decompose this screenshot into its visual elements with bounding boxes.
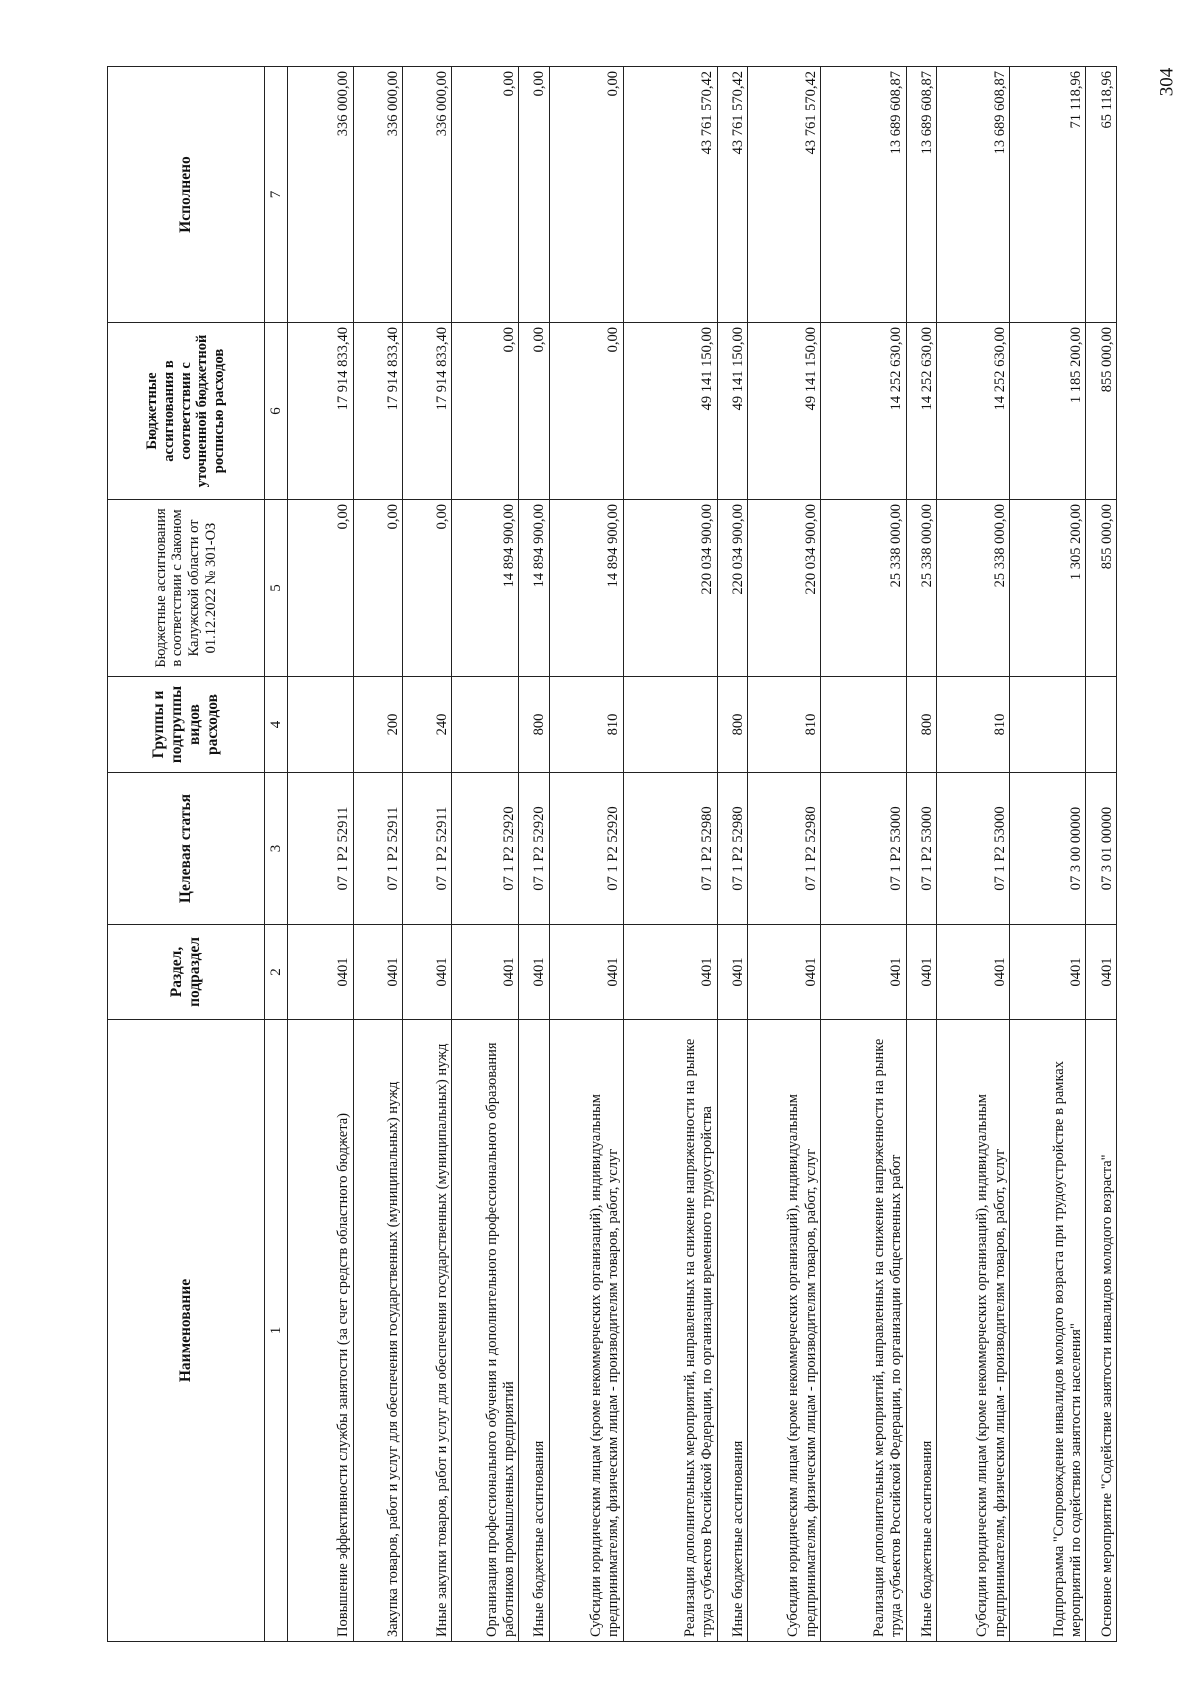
row-roster: 1 185 200,00 <box>1010 323 1086 500</box>
row-law: 14 894 900,00 <box>519 500 550 677</box>
row-target: 07 1 Р2 52911 <box>288 773 354 925</box>
column-number-row <box>265 67 288 1642</box>
row-group: 200 <box>353 677 402 773</box>
row-name: Субсидии юридическим лицам (кроме некоммерческих организаций), индивидуальным предпринимателям, физическим лицам - производителям товаров, работ, услуг <box>748 1020 821 1642</box>
row-section: 0401 <box>821 925 907 1020</box>
row-law: 14 894 900,00 <box>452 500 519 677</box>
header-row <box>108 67 265 1642</box>
row-target: 07 1 Р2 52920 <box>519 773 550 925</box>
row-group: 800 <box>717 677 748 773</box>
row-executed: 13 689 608,87 <box>821 67 907 323</box>
row-section: 0401 <box>1086 925 1117 1020</box>
page-number-text: 304 <box>1156 67 1177 97</box>
row-name: Субсидии юридическим лицам (кроме некоммерческих организаций), индивидуальным предпринимателям, физическим лицам - производителям товаров, работ, услуг <box>549 1020 623 1642</box>
row-name: Реализация дополнительных мероприятий, направленных на снижение напряженности на рынке труда субъектов Российской Федерации, по организации общественных работ <box>821 1020 907 1642</box>
row-law: 855 000,00 <box>1086 500 1117 677</box>
row-section: 0401 <box>549 925 623 1020</box>
header-roster: Бюджетные ассигнования в соответствии с уточненной бюджетной росписью расходов <box>108 323 265 500</box>
row-target: 07 1 Р2 52980 <box>623 773 717 925</box>
column-number: 4 <box>265 677 288 773</box>
row-target: 07 1 Р2 52920 <box>549 773 623 925</box>
row-executed: 65 118,96 <box>1086 67 1117 323</box>
row-roster: 855 000,00 <box>1086 323 1117 500</box>
row-target: 07 1 Р2 52980 <box>748 773 821 925</box>
row-law: 1 305 200,00 <box>1010 500 1086 677</box>
column-number: 2 <box>265 925 288 1020</box>
table-row <box>288 67 354 1642</box>
row-name: Закупка товаров, работ и услуг для обеспечения государственных (муниципальных) нужд <box>353 1020 402 1642</box>
budget-table <box>107 66 1117 1642</box>
row-law: 0,00 <box>353 500 402 677</box>
row-section: 0401 <box>717 925 748 1020</box>
column-number: 7 <box>265 67 288 323</box>
table-row <box>748 67 821 1642</box>
row-executed: 0,00 <box>519 67 550 323</box>
row-name: Иные бюджетные ассигнования <box>519 1020 550 1642</box>
row-executed: 0,00 <box>452 67 519 323</box>
row-name: Реализация дополнительных мероприятий, направленных на снижение напряженности на рынке труда субъектов Российской Федерации, по организации временного трудоустройства <box>623 1020 717 1642</box>
row-roster: 14 252 630,00 <box>906 323 937 500</box>
row-group: 810 <box>748 677 821 773</box>
column-number: 5 <box>265 500 288 677</box>
row-law: 0,00 <box>403 500 452 677</box>
table-row <box>717 67 748 1642</box>
row-law: 0,00 <box>288 500 354 677</box>
row-group: 810 <box>937 677 1010 773</box>
row-section: 0401 <box>906 925 937 1020</box>
row-roster: 0,00 <box>519 323 550 500</box>
row-name: Основное мероприятие "Содействие занятости инвалидов молодого возраста" <box>1086 1020 1117 1642</box>
header-law: Бюджетные ассигнования в соответствии с Законом Калужской области от 01.12.2022 № 301-ОЗ <box>108 500 265 677</box>
row-target: 07 1 Р2 52911 <box>403 773 452 925</box>
row-name: Организация профессионального обучения и дополнительного профессионального образования работников промышленных предприятий <box>452 1020 519 1642</box>
row-target: 07 1 Р2 52980 <box>717 773 748 925</box>
row-name: Иные бюджетные ассигнования <box>717 1020 748 1642</box>
table-row <box>452 67 519 1642</box>
row-executed: 13 689 608,87 <box>906 67 937 323</box>
table-row <box>353 67 402 1642</box>
page-number <box>1155 62 1179 102</box>
table-row <box>937 67 1010 1642</box>
table-row <box>403 67 452 1642</box>
row-executed: 13 689 608,87 <box>937 67 1010 323</box>
row-roster: 49 141 150,00 <box>623 323 717 500</box>
table-row <box>549 67 623 1642</box>
row-executed: 43 761 570,42 <box>623 67 717 323</box>
row-roster: 0,00 <box>549 323 623 500</box>
row-executed: 336 000,00 <box>288 67 354 323</box>
row-executed: 336 000,00 <box>353 67 402 323</box>
row-group <box>288 677 354 773</box>
row-target: 07 3 00 00000 <box>1010 773 1086 925</box>
row-law: 220 034 900,00 <box>623 500 717 677</box>
row-section: 0401 <box>403 925 452 1020</box>
row-executed: 0,00 <box>549 67 623 323</box>
row-law: 25 338 000,00 <box>937 500 1010 677</box>
row-section: 0401 <box>1010 925 1086 1020</box>
header-name: Наименование <box>108 1020 265 1642</box>
row-target: 07 1 Р2 53000 <box>937 773 1010 925</box>
row-executed: 336 000,00 <box>403 67 452 323</box>
row-roster: 49 141 150,00 <box>717 323 748 500</box>
row-section: 0401 <box>452 925 519 1020</box>
row-executed: 43 761 570,42 <box>717 67 748 323</box>
row-group <box>1010 677 1086 773</box>
row-group <box>1086 677 1117 773</box>
header-section: Раздел, подраздел <box>108 925 265 1020</box>
table-row <box>821 67 907 1642</box>
rotated-table-container <box>107 67 1117 1642</box>
table-row <box>1010 67 1086 1642</box>
row-name: Повышение эффективности службы занятости (за счет средств областного бюджета) <box>288 1020 354 1642</box>
row-section: 0401 <box>937 925 1010 1020</box>
row-executed: 71 118,96 <box>1010 67 1086 323</box>
row-group <box>623 677 717 773</box>
row-target: 07 1 Р2 53000 <box>821 773 907 925</box>
row-roster: 17 914 833,40 <box>288 323 354 500</box>
header-target: Целевая статья <box>108 773 265 925</box>
row-target: 07 3 01 00000 <box>1086 773 1117 925</box>
row-group: 800 <box>906 677 937 773</box>
column-number: 6 <box>265 323 288 500</box>
row-law: 14 894 900,00 <box>549 500 623 677</box>
column-number: 1 <box>265 1020 288 1642</box>
row-section: 0401 <box>748 925 821 1020</box>
header-group: Группы и подгруппы видов расходов <box>108 677 265 773</box>
row-target: 07 1 Р2 53000 <box>906 773 937 925</box>
row-roster: 0,00 <box>452 323 519 500</box>
row-section: 0401 <box>519 925 550 1020</box>
table-row <box>623 67 717 1642</box>
row-executed: 43 761 570,42 <box>748 67 821 323</box>
table-row <box>906 67 937 1642</box>
row-roster: 17 914 833,40 <box>353 323 402 500</box>
row-group: 800 <box>519 677 550 773</box>
row-roster: 14 252 630,00 <box>821 323 907 500</box>
row-roster: 49 141 150,00 <box>748 323 821 500</box>
table-row <box>1086 67 1117 1642</box>
row-group: 240 <box>403 677 452 773</box>
column-number: 3 <box>265 773 288 925</box>
row-law: 25 338 000,00 <box>821 500 907 677</box>
row-section: 0401 <box>623 925 717 1020</box>
row-group <box>452 677 519 773</box>
row-law: 220 034 900,00 <box>717 500 748 677</box>
row-roster: 14 252 630,00 <box>937 323 1010 500</box>
row-group <box>821 677 907 773</box>
row-name: Подпрограмма "Сопровождение инвалидов молодого возраста при трудоустройстве в рамках мероприятий по содействию занятости населения" <box>1010 1020 1086 1642</box>
row-target: 07 1 Р2 52920 <box>452 773 519 925</box>
row-group: 810 <box>549 677 623 773</box>
row-law: 220 034 900,00 <box>748 500 821 677</box>
row-target: 07 1 Р2 52911 <box>353 773 402 925</box>
row-name: Иные закупки товаров, работ и услуг для обеспечения государственных (муниципальных) нужд <box>403 1020 452 1642</box>
table-row <box>519 67 550 1642</box>
row-roster: 17 914 833,40 <box>403 323 452 500</box>
row-name: Иные бюджетные ассигнования <box>906 1020 937 1642</box>
row-law: 25 338 000,00 <box>906 500 937 677</box>
row-section: 0401 <box>288 925 354 1020</box>
row-section: 0401 <box>353 925 402 1020</box>
row-name: Субсидии юридическим лицам (кроме некоммерческих организаций), индивидуальным предпринимателям, физическим лицам - производителям товаров, работ, услуг <box>937 1020 1010 1642</box>
header-executed: Исполнено <box>108 67 265 323</box>
